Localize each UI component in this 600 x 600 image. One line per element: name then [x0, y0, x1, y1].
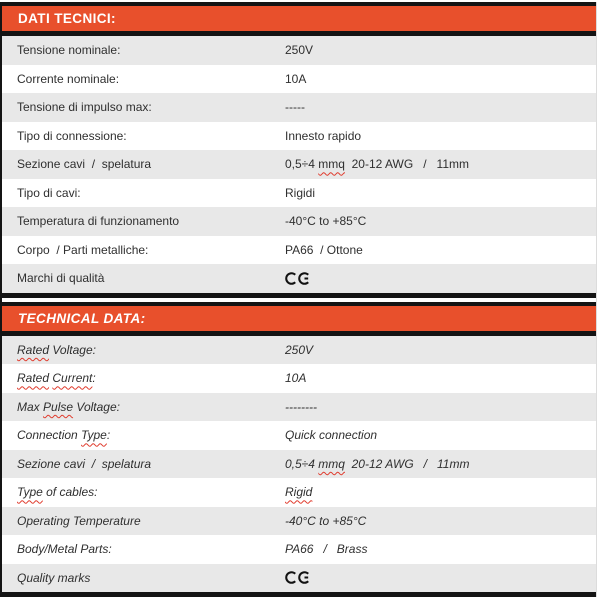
row-value: 10A — [285, 71, 307, 86]
table-row — [2, 535, 596, 564]
row-value: 0,5÷4 mmq 20-12 AWG / 11mm — [285, 456, 470, 471]
table-row — [2, 336, 596, 365]
row-label: Operating Temperature — [17, 513, 141, 528]
technical-data-rows — [2, 336, 596, 593]
technical-data-header — [2, 306, 596, 331]
table-row — [2, 207, 596, 236]
row-value: 10A — [285, 371, 307, 386]
row-value: PA66 / Brass — [285, 542, 368, 557]
row-label: Quality marks — [17, 570, 91, 585]
dati-tecnici-table — [2, 2, 596, 298]
divider-bar — [2, 592, 596, 597]
row-value — [285, 272, 596, 285]
technical-data-table — [2, 302, 596, 598]
table-row — [2, 421, 596, 450]
row-label: Tensione di impulso max: — [17, 100, 152, 115]
divider-bar — [2, 293, 596, 298]
table-row — [2, 36, 596, 65]
table-row — [2, 264, 596, 293]
row-label: Type of cables: — [17, 485, 98, 500]
dati-tecnici-header — [2, 6, 596, 31]
row-value: Rigid — [285, 485, 313, 500]
row-label: Sezione cavi / spelatura — [17, 157, 152, 172]
row-label: Body/Metal Parts: — [17, 542, 112, 557]
row-value: 250V — [285, 342, 314, 357]
row-label: Sezione cavi / spelatura — [17, 456, 152, 471]
ce-mark-icon — [285, 272, 311, 285]
table-row — [2, 564, 596, 593]
table-row — [2, 65, 596, 94]
row-value: Quick connection — [285, 428, 378, 443]
dati-tecnici-rows — [2, 36, 596, 293]
table-row — [2, 393, 596, 422]
row-value: -40°C to +85°C — [285, 513, 367, 528]
row-label: Marchi di qualità — [17, 271, 105, 286]
table-row — [2, 236, 596, 265]
row-label: Rated Voltage: — [17, 342, 96, 357]
table-row — [2, 450, 596, 479]
row-label: Tipo di cavi: — [17, 185, 81, 200]
row-value: Innesto rapido — [285, 128, 362, 143]
table-row — [2, 179, 596, 208]
table-row — [2, 478, 596, 507]
row-value: -------- — [285, 399, 317, 414]
row-label: Tipo di connessione: — [17, 128, 127, 143]
table-row — [2, 93, 596, 122]
table-row — [2, 507, 596, 536]
datasheet — [0, 2, 597, 597]
row-label: Max Pulse Voltage: — [17, 399, 120, 414]
row-value: 0,5÷4 mmq 20-12 AWG / 11mm — [285, 157, 469, 172]
row-value: -40°C to +85°C — [285, 214, 367, 229]
row-label: Temperatura di funzionamento — [17, 214, 180, 229]
ce-mark-icon — [285, 571, 311, 584]
row-value: PA66 / Ottone — [285, 242, 363, 257]
row-label: Corpo / Parti metalliche: — [17, 242, 149, 257]
row-label: Rated Current: — [17, 371, 96, 386]
dati-tecnici-title: DATI TECNICI: — [18, 11, 116, 26]
technical-data-title: TECHNICAL DATA: — [18, 310, 146, 326]
row-label: Tensione nominale: — [17, 43, 121, 58]
row-label: Connection Type: — [17, 428, 111, 443]
row-value — [285, 571, 596, 584]
table-row — [2, 150, 596, 179]
table-row — [2, 122, 596, 151]
row-value: Rigidi — [285, 185, 316, 200]
row-value: ----- — [285, 100, 305, 115]
row-label: Corrente nominale: — [17, 71, 120, 86]
row-value: 250V — [285, 43, 314, 58]
table-row — [2, 364, 596, 393]
